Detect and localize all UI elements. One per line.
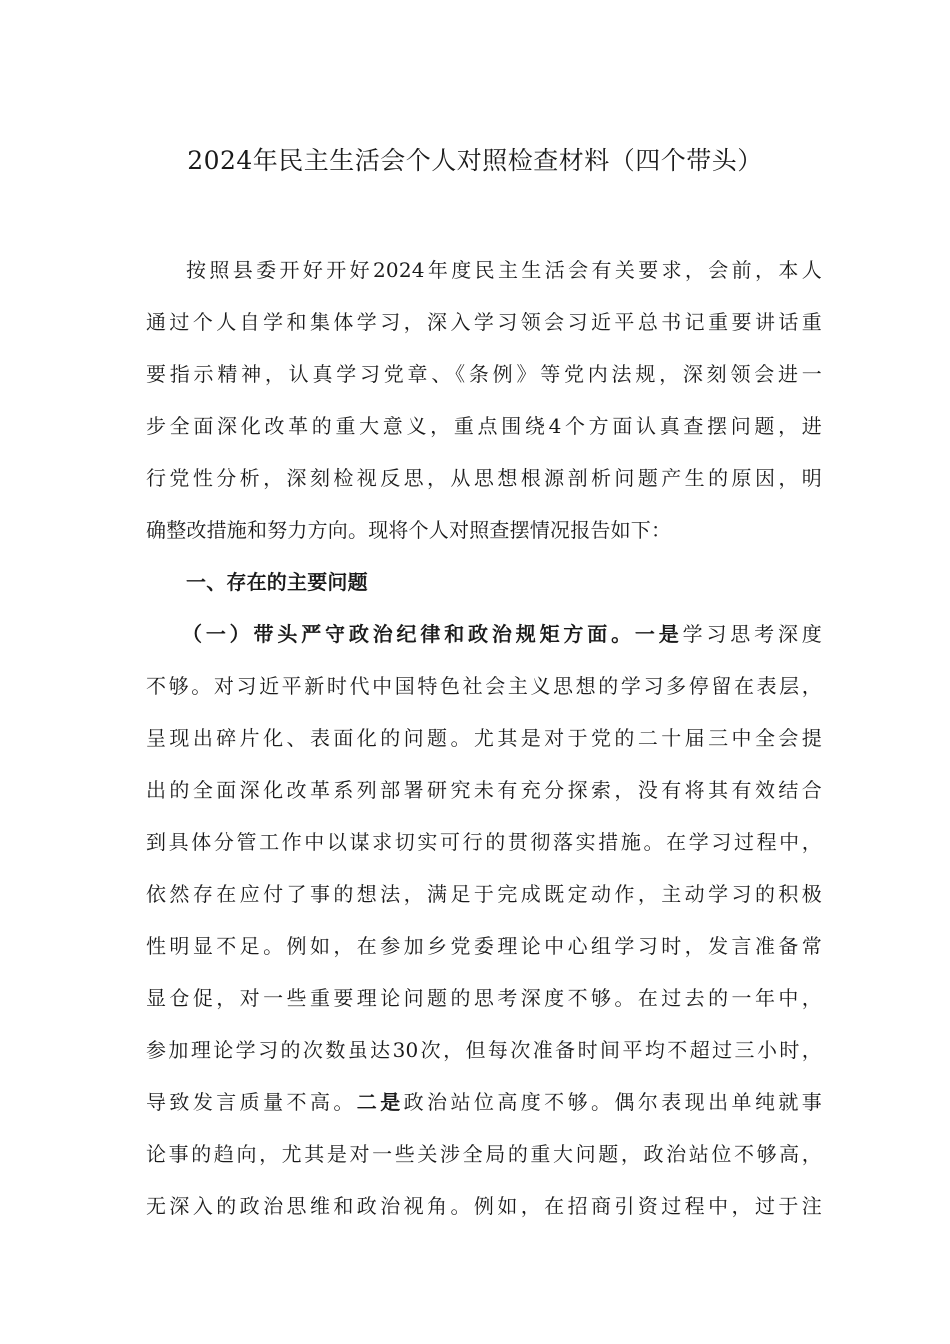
paragraph-line-mixed bbox=[146, 1084, 822, 1136]
line-two-bold: 二是 bbox=[356, 1090, 404, 1114]
intro-line: 行党性分析，深刻检视反思，从思想根源剖析问题产生的原因，明 bbox=[146, 466, 822, 490]
intro-line: 步全面深化改革的重大意义，重点围绕4个方面认真查摆问题，进 bbox=[146, 414, 822, 438]
paragraph-line: 显仓促，对一些重要理论问题的思考深度不够。在过去的一年中， bbox=[146, 986, 822, 1010]
sub-heading-line bbox=[146, 616, 822, 668]
line-two-pre: 导致发言质量不高。 bbox=[146, 1090, 357, 1114]
sub-heading-rest: 学习思考深度 bbox=[682, 622, 823, 646]
paragraph-line: 出的全面深化改革系列部署研究未有充分探索，没有将其有效结合 bbox=[146, 778, 822, 802]
paragraph-line: 不够。对习近平新时代中国特色社会主义思想的学习多停留在表层， bbox=[146, 674, 822, 698]
paragraph-line: 依然存在应付了事的想法，满足于完成既定动作，主动学习的积极 bbox=[146, 882, 822, 906]
intro-line: 通过个人自学和集体学习，深入学习领会习近平总书记重要讲话重 bbox=[146, 310, 822, 334]
intro-line: 要指示精神，认真学习党章、《条例》等党内法规，深刻领会进一 bbox=[146, 362, 822, 386]
intro-line: 确整改措施和努力方向。现将个人对照查摆情况报告如下： bbox=[146, 518, 672, 542]
document-title: 2024年民主生活会个人对照检查材料（四个带头） bbox=[187, 146, 763, 175]
paragraph-line: 性明显不足。例如，在参加乡党委理论中心组学习时，发言准备常 bbox=[146, 934, 822, 958]
intro-line: 按照县委开好开好2024年度民主生活会有关要求，会前，本人 bbox=[186, 258, 822, 282]
paragraph-line: 到具体分管工作中以谋求切实可行的贯彻落实措施。在学习过程中， bbox=[146, 830, 822, 854]
line-two-post: 政治站位高度不够。偶尔表现出单纯就事 bbox=[403, 1090, 822, 1114]
document-body bbox=[146, 252, 822, 1240]
section-heading: 一、存在的主要问题 bbox=[186, 570, 368, 594]
paragraph-line: 参加理论学习的次数虽达30次，但每次准备时间平均不超过三小时， bbox=[146, 1038, 822, 1062]
paragraph-line: 无深入的政治思维和政治视角。例如，在招商引资过程中，过于注 bbox=[146, 1194, 822, 1218]
sub-heading-bold: （一）带头严守政治纪律和政治规矩方面。一是 bbox=[182, 622, 683, 646]
paragraph-line: 论事的趋向，尤其是对一些关涉全局的重大问题，政治站位不够高， bbox=[146, 1142, 822, 1166]
paragraph-line: 呈现出碎片化、表面化的问题。尤其是对于党的二十届三中全会提 bbox=[146, 726, 822, 750]
